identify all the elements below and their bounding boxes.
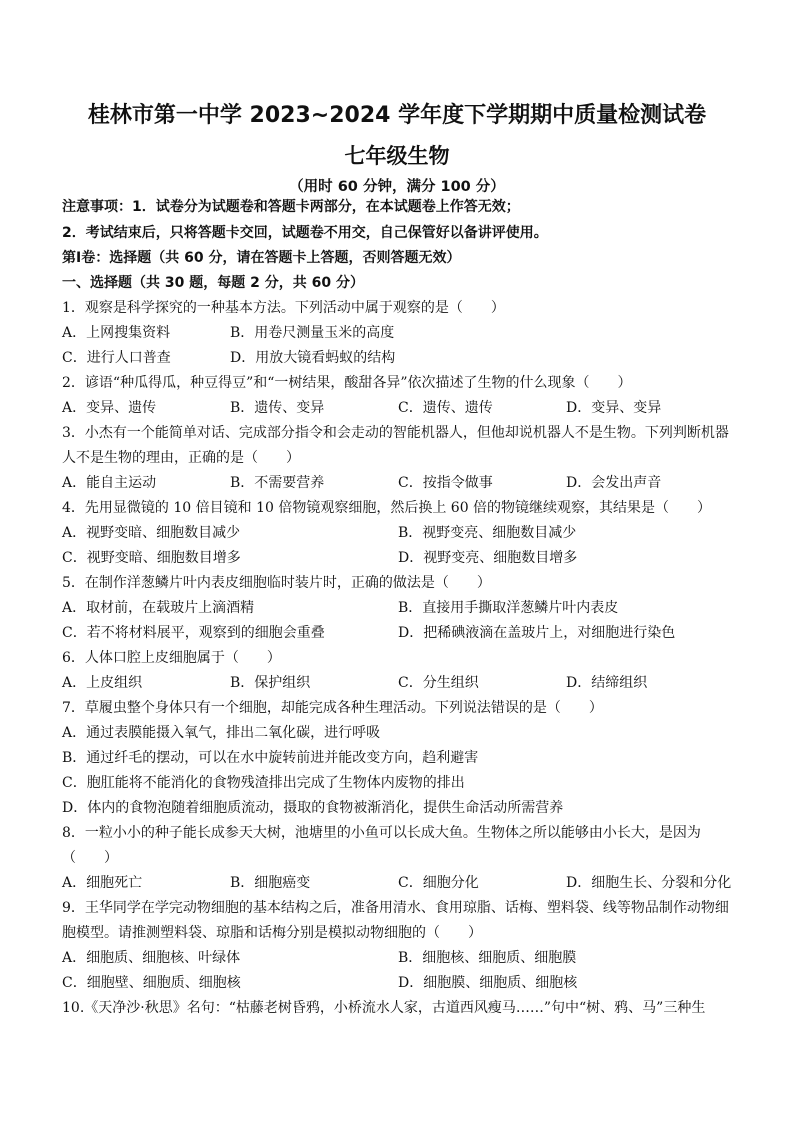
question-6-option-d: D．结缔组织 [566,675,648,691]
question-9-stem-line-2: 胞模型。请推测塑料袋、琼脂和话梅分别是模拟动物细胞的（ ） [62,925,482,941]
question-8-option-c: C．细胞分化 [398,875,479,891]
question-7-option-a: A．通过表膜能摄入氧气，排出二氧化碳，进行呼吸 [62,725,381,741]
question-9-option-b: B．细胞核、细胞质、细胞膜 [398,950,577,966]
question-6-option-a: A．上皮组织 [62,675,143,691]
question-4-option-c: C．视野变暗、细胞数目增多 [62,550,241,566]
part-heading: 第Ⅰ卷：选择题（共 60 分，请在答题卡上答题，否则答题无效） [62,250,461,266]
question-7-option-d: D．体内的食物泡随着细胞质流动，摄取的食物被渐消化，提供生命活动所需营养 [62,800,564,816]
question-4-option-d: D．视野变亮、细胞数目增多 [398,550,578,566]
question-8-stem-line-1: 8．一粒小小的种子能长成参天大树，池塘里的小鱼可以长成大鱼。生物体之所以能够由小长大，是因为 [62,825,701,841]
section-heading: 一、选择题（共 30 题，每题 2 分，共 60 分） [62,275,364,291]
question-5-option-d: D．把稀碘液滴在盖玻片上，对细胞进行染色 [398,625,676,641]
question-2-option-c: C．遗传、遗传 [398,400,493,416]
question-3-stem-line-2: 人不是生物的理由，正确的是（ ） [62,450,300,466]
question-8-option-b: B．细胞癌变 [230,875,311,891]
question-7-option-b: B．通过纤毛的摆动，可以在水中旋转前进并能改变方向，趋利避害 [62,750,479,766]
question-1-option-c: C．进行人口普查 [62,350,171,366]
question-3-stem-line-1: 3．小杰有一个能简单对话、完成部分指令和会走动的智能机器人，但他却说机器人不是生物。下列判断机器 [62,425,729,441]
question-10-stem: 10.《天净沙·秋思》名句：“枯藤老树昏鸦，小桥流水人家，古道西风瘦马……”句中“树、鸦、马”三种生 [62,1000,706,1016]
question-2-option-b: B．遗传、变异 [230,400,325,416]
question-7-stem: 7．草履虫整个身体只有一个细胞，却能完成各种生理活动。下列说法错误的是（ ） [62,700,603,716]
question-1-option-b: B．用卷尺测量玉米的高度 [230,325,395,341]
question-3-option-a: A．能自主运动 [62,475,157,491]
question-6-stem: 6．人体口腔上皮细胞属于（ ） [62,650,281,666]
question-1-option-a: A．上网搜集资料 [62,325,171,341]
question-9-stem-line-1: 9．王华同学在学完动物细胞的基本结构之后，准备用清水、食用琼脂、话梅、塑料袋、线等物品制作动物细 [62,900,729,916]
question-9-option-d: D．细胞膜、细胞质、细胞核 [398,975,578,991]
exam-subject: 七年级生物 [344,144,450,168]
question-4-option-a: A．视野变暗、细胞数目减少 [62,525,241,541]
question-5-option-a: A．取材前，在载玻片上滴酒精 [62,600,255,616]
question-6-option-c: C．分生组织 [398,675,479,691]
question-2-stem: 2．谚语“种瓜得瓜，种豆得豆”和“一树结果，酸甜各异”依次描述了生物的什么现象（ ） [62,375,632,391]
question-1-option-d: D．用放大镜看蚂蚁的结构 [230,350,396,366]
question-9-option-c: C．细胞壁、细胞质、细胞核 [62,975,241,991]
question-5-stem: 5．在制作洋葱鳞片叶内表皮细胞临时装片时，正确的做法是（ ） [62,575,491,591]
question-9-option-a: A．细胞质、细胞核、叶绿体 [62,950,241,966]
question-8-stem-line-2: （ ） [62,850,118,866]
question-4-stem: 4．先用显微镜的 10 倍目镜和 10 倍物镜观察细胞，然后换上 60 倍的物镜继续观察，其结果是（ ） [62,500,712,516]
question-3-option-c: C．按指令做事 [398,475,493,491]
question-3-option-b: B．不需要营养 [230,475,325,491]
question-7-option-c: C．胞肛能将不能消化的食物残渣排出完成了生物体内废物的排出 [62,775,465,791]
question-8-option-d: D．细胞生长、分裂和分化 [566,875,732,891]
question-2-option-d: D．变异、变异 [566,400,662,416]
question-3-option-d: D．会发出声音 [566,475,662,491]
question-1-stem: 1．观察是科学探究的一种基本方法。下列活动中属于观察的是（ ） [62,300,505,316]
question-5-option-b: B．直接用手撕取洋葱鳞片叶内表皮 [398,600,619,616]
exam-title: 桂林市第一中学 2023~2024 学年度下学期期中质量检测试卷 [87,103,707,128]
question-6-option-b: B．保护组织 [230,675,311,691]
question-4-option-b: B．视野变亮、细胞数目减少 [398,525,577,541]
question-8-option-a: A．细胞死亡 [62,875,143,891]
time-note: （用时 60 分钟，满分 100 分） [289,179,505,195]
question-5-option-c: C．若不将材料展平，观察到的细胞会重叠 [62,625,325,641]
notice-line-2: 2．考试结束后，只将答题卡交回，试题卷不用交，自己保管好以备讲评使用。 [62,225,548,241]
question-2-option-a: A．变异、遗传 [62,400,157,416]
notice-line-1: 注意事项：1．试卷分为试题卷和答题卡两部分，在本试题卷上作答无效； [62,199,520,215]
